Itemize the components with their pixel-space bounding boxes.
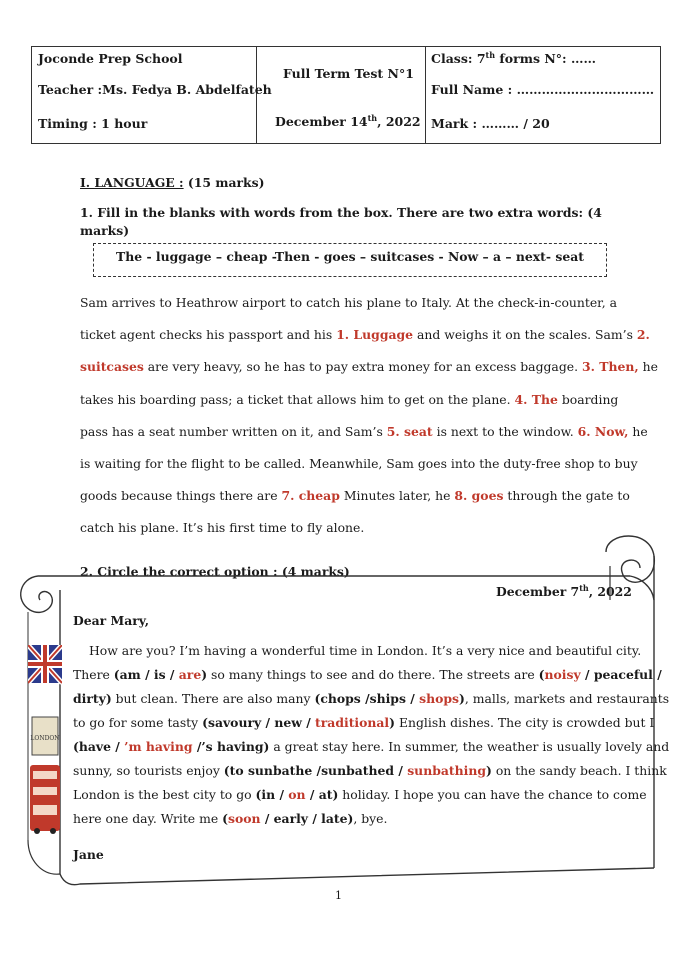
letter-signature: Jane <box>73 847 104 862</box>
passage-line-7: goods because things there are 7. cheap Minutes later, he 8. goes through the gate to <box>80 488 630 503</box>
question-1: 1. Fill in the blanks with words from the box. There are two extra words: (4 <box>80 205 602 220</box>
letter-line-2: There (am / is / are) so many things to see and do there. The streets are (noisy / peaceful / <box>73 667 662 682</box>
full-name-field: Full Name : …………………………… <box>431 82 655 97</box>
passage-line-3: suitcases are very heavy, so he has to pay extra money for an excess baggage. 3. Then, he <box>80 359 658 374</box>
red-bus-icon <box>30 765 60 834</box>
passage-line-8: catch his plane. It’s his first time to fly alone. <box>80 520 365 535</box>
letter-line-7: London is the best city to go (in / on / at) holiday. I hope you can have the chance to come <box>73 787 647 802</box>
question-2: 2. Circle the correct option : (4 marks) <box>80 564 350 579</box>
letter-line-6: sunny, so tourists enjoy (to sunbathe /sunbathed / sunbathing) on the sandy beach. I think <box>73 763 667 778</box>
passage-line-4: takes his boarding pass; a ticket that allows him to get on the plane. 4. The boarding <box>80 392 619 407</box>
letter-line-8: here one day. Write me (soon / early / late), bye. <box>73 811 388 826</box>
letter-greeting: Dear Mary, <box>73 613 150 628</box>
mark-field: Mark : ……… / 20 <box>431 116 550 131</box>
test-title: Full Term Test N°1 <box>283 66 414 81</box>
letter-line-3: dirty) but clean. There are also many (chops /ships / shops), malls, markets and restaurants <box>73 691 670 706</box>
london-sign-text: LONDON <box>30 735 60 742</box>
passage-line-6: is waiting for the flight to be called. Meanwhile, Sam goes into the duty-free shop to buy <box>80 456 638 471</box>
london-sign-icon <box>30 717 59 755</box>
letter-date: December 7th, 2022 <box>496 583 632 600</box>
school-name: Joconde Prep School <box>38 51 183 66</box>
passage-line-1: Sam arrives to Heathrow airport to catch his plane to Italy. At the check-in-counter, a <box>80 295 618 310</box>
letter-line-5: (have / ’m having /’s having) a great stay here. In summer, the weather is usually lovely and <box>73 739 670 754</box>
page-number: 1 <box>335 889 342 902</box>
question-1-cont: marks) <box>80 223 130 238</box>
word-box-words: The - luggage – cheap -Then - goes – suitcases - Now – a – next- seat <box>116 249 584 264</box>
passage-line-2: ticket agent checks his passport and his 1. Luggage and weighs it on the scales. Sam’s 2. <box>80 327 650 342</box>
passage-line-5: pass has a seat number written on it, and Sam’s 5. seat is next to the window. 6. Now, he <box>80 424 648 439</box>
class-field: Class: 7th forms N°: …… <box>431 50 596 67</box>
section-title: I. LANGUAGE : (15 marks) <box>80 175 265 190</box>
letter-line-4: to go for some tasty (savoury / new / traditional) English dishes. The city is crowded but I <box>73 715 655 730</box>
london-illustration <box>28 645 62 835</box>
teacher-name: Teacher :Ms. Fedya B. Abdelfateh <box>38 82 272 97</box>
test-date: December 14th, 2022 <box>275 113 421 130</box>
timing: Timing : 1 hour <box>38 116 148 131</box>
union-jack-icon <box>28 645 62 683</box>
letter-line-1: How are you? I’m having a wonderful time in London. It’s a very nice and beautiful city. <box>89 643 642 658</box>
